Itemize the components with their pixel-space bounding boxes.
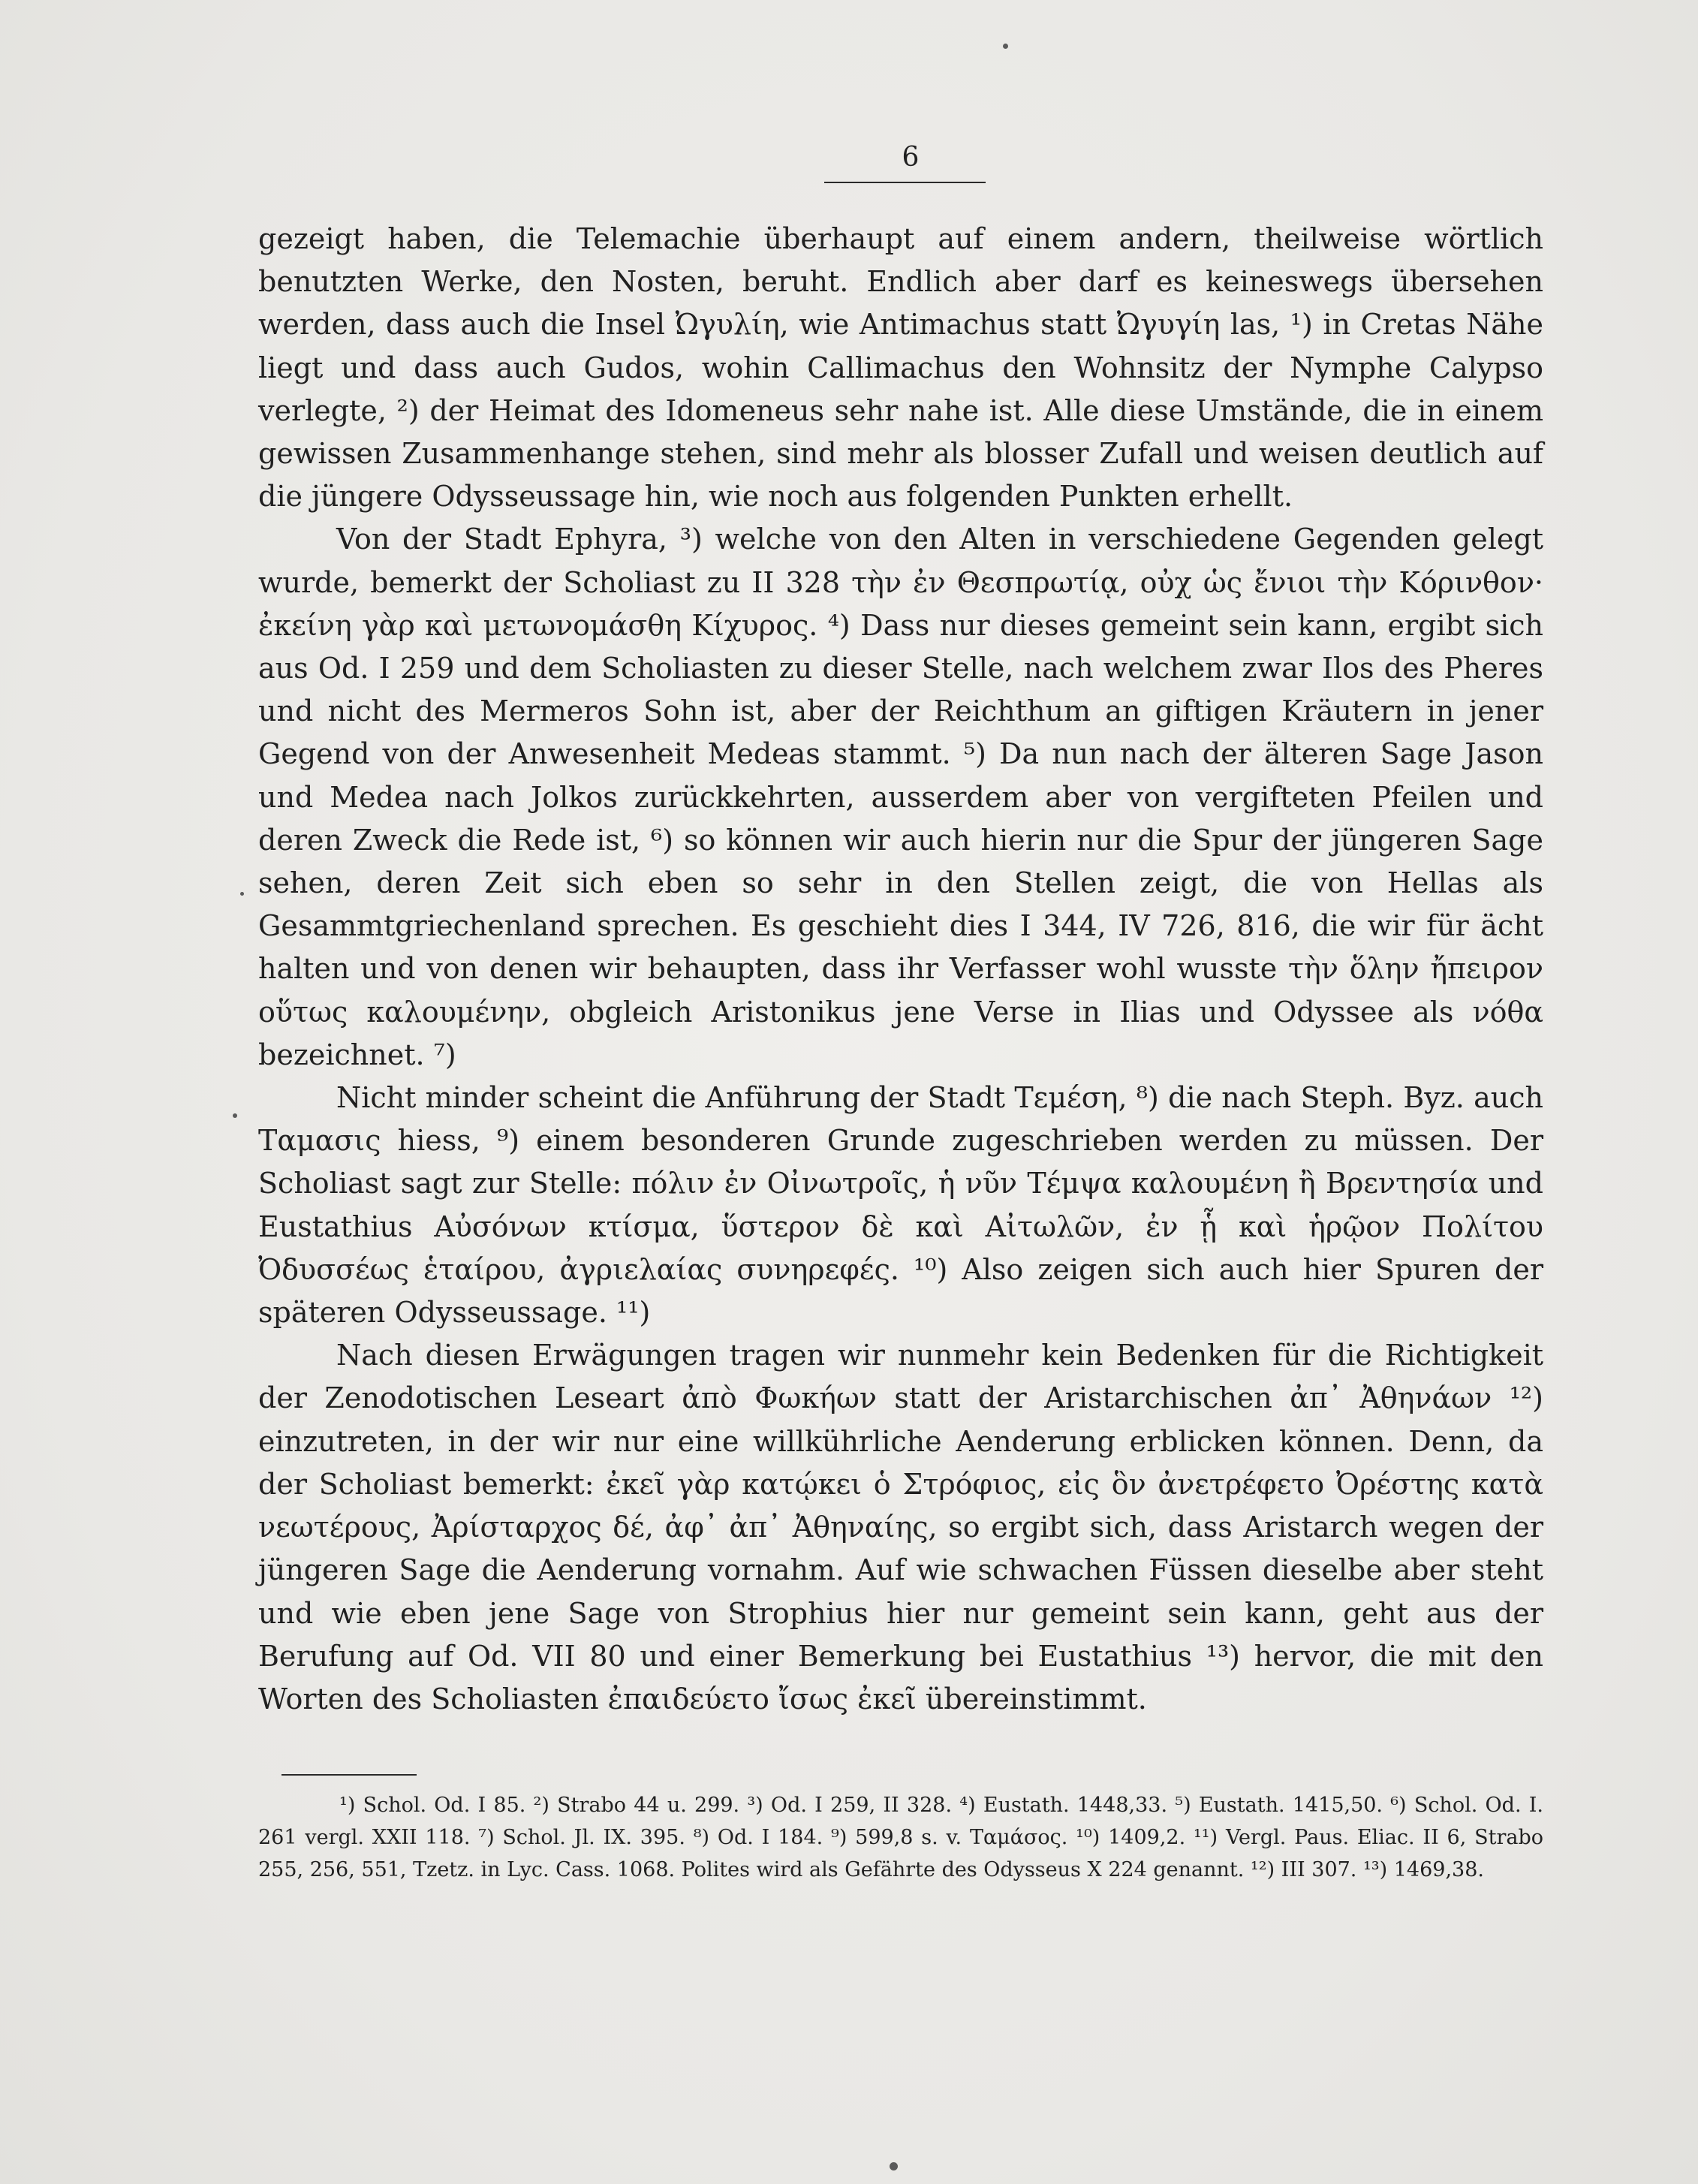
print-speck xyxy=(890,2162,898,2170)
page-number-rule xyxy=(824,182,986,183)
footnote-text: ¹) Schol. Od. I 85. ²) Strabo 44 u. 299. ³) Od. I 259, II 328. ⁴) Eustath. 1448,33. ⁵) Eustath. 1415,50. ⁶) Schol. Od. I. 261 vergl. XXII 118. ⁷) Schol. Jl. IX. 395. ⁸) Od. I 184. ⁹) 599,8 s. v. Ταμάσος. ¹⁰) 1409,2. ¹¹) Vergl. Paus. Eliac. II 6, Strabo 255, 256, 551, Tzetz. in Lyc. Cass. 1068. Polites wird als Gefährte des Odysseus X 224 genannt. ¹²) III 307. ¹³) 1469,38. xyxy=(258,1794,1543,1881)
footnote-rule xyxy=(281,1774,417,1776)
paragraph-4: Nach diesen Erwägungen tragen wir nunmehr kein Bedenken für die Richtigkeit der Zenodotischen Leseart ἀπὸ Φωκήων statt der Aristarchischen ἀπ᾽ Ἀθηνάων ¹²) einzutreten, in der wir nur eine willkührliche Aenderung erblicken können. Denn, da der Scholiast bemerkt: ἐκεῖ γὰρ κατῴκει ὁ Στρόφιος, εἰς ὃν ἀνετρέφετο Ὀρέστης κατὰ νεωτέρους, Ἀρίσταρχος δέ, ἀφ᾽ ἀπ᾽ Ἀθηναίης, so ergibt sich, dass Aristarch wegen der jüngeren Sage die Aenderung vornahm. Auf wie schwachen Füssen dieselbe aber steht und wie eben jene Sage von Strophius hier nur gemeint sein kann, geht aus der Berufung auf Od. VII 80 und einer Bemerkung bei Eustathius ¹³) hervor, die mit den Worten des Scholiasten ἐπαιδεύετο ἴσως ἐκεῖ übereinstimmt. xyxy=(258,1339,1543,1716)
paragraph-2: Von der Stadt Ephyra, ³) welche von den Alten in verschiedene Gegenden gelegt wurde, bemerkt der Scholiast zu II 328 τὴν ἐν Θεσπρωτίᾳ, οὐχ ὡς ἔνιοι τὴν Κόρινθον· ἐκείνη γὰρ καὶ μετωνομάσθη Κίχυρος. ⁴) Dass nur dieses gemeint sein kann, ergibt sich aus Od. I 259 und dem Scholiasten zu dieser Stelle, nach welchem zwar Ilos des Pheres und nicht des Mermeros Sohn ist, aber der Reichthum an giftigen Kräutern in jener Gegend von der Anwesenheit Medeas stammt. ⁵) Da nun nach der älteren Sage Jason und Medea nach Jolkos zurückkehrten, ausserdem aber von vergifteten Pfeilen und deren Zweck die Rede ist, ⁶) so können wir auch hierin nur die Spur der jüngeren Sage sehen, deren Zeit sich eben so sehr in den Stellen zeigt, die von Hellas als Gesammtgriechenland sprechen. Es geschieht dies I 344, IV 726, 816, die wir für ächt halten und von denen wir behaupten, dass ihr Verfasser wohl wusste τὴν ὅλην ἤπειρον οὕτως καλουμένην, obgleich Aristonikus jene Verse in Ilias und Odyssee als νόθα bezeichnet. ⁷) xyxy=(258,523,1543,1071)
paragraph-1: gezeigt haben, die Telemachie überhaupt auf einem andern, theilweise wörtlich benutzten Werke, den Nosten, beruht. Endlich aber darf es keineswegs übersehen werden, dass auch die Insel Ὠγυλίη, wie Antimachus statt Ὠγυγίη las, ¹) in Cretas Nähe liegt und dass auch Gudos, wohin Callimachus den Wohnsitz der Nymphe Calypso verlegte, ²) der Heimat des Idomeneus sehr nahe ist. Alle diese Umstände, die in einem gewissen Zusammenhange stehen, sind mehr als blosser Zufall und weisen deutlich auf die jüngere Odysseussage hin, wie noch aus folgenden Punkten erhellt. xyxy=(258,222,1543,514)
print-speck xyxy=(240,892,244,896)
footnotes xyxy=(258,1789,1543,1886)
paragraph-3: Nicht minder scheint die Anführung der Stadt Τεμέση, ⁸) die nach Steph. Byz. auch Ταμασις hiess, ⁹) einem besonderen Grunde zugeschrieben werden zu müssen. Der Scholiast sagt zur Stelle: πόλιν ἐν Οἰνωτροῖς, ἡ νῦν Τέμψα καλουμένη ἢ Βρεντησία und Eustathius Αὐσόνων κτίσμα, ὕστερον δὲ καὶ Αἰτωλῶν, ἐν ᾗ καὶ ἡρῷον Πολίτου Ὀδυσσέως ἑταίρου, ἀγριελαίας συνηρεφές. ¹⁰) Also zeigen sich auch hier Spuren der späteren Odysseussage. ¹¹) xyxy=(258,1081,1543,1330)
print-speck xyxy=(1003,44,1008,49)
body-text xyxy=(258,218,1543,1721)
page-number: 6 xyxy=(902,142,920,173)
print-speck xyxy=(233,1113,237,1118)
